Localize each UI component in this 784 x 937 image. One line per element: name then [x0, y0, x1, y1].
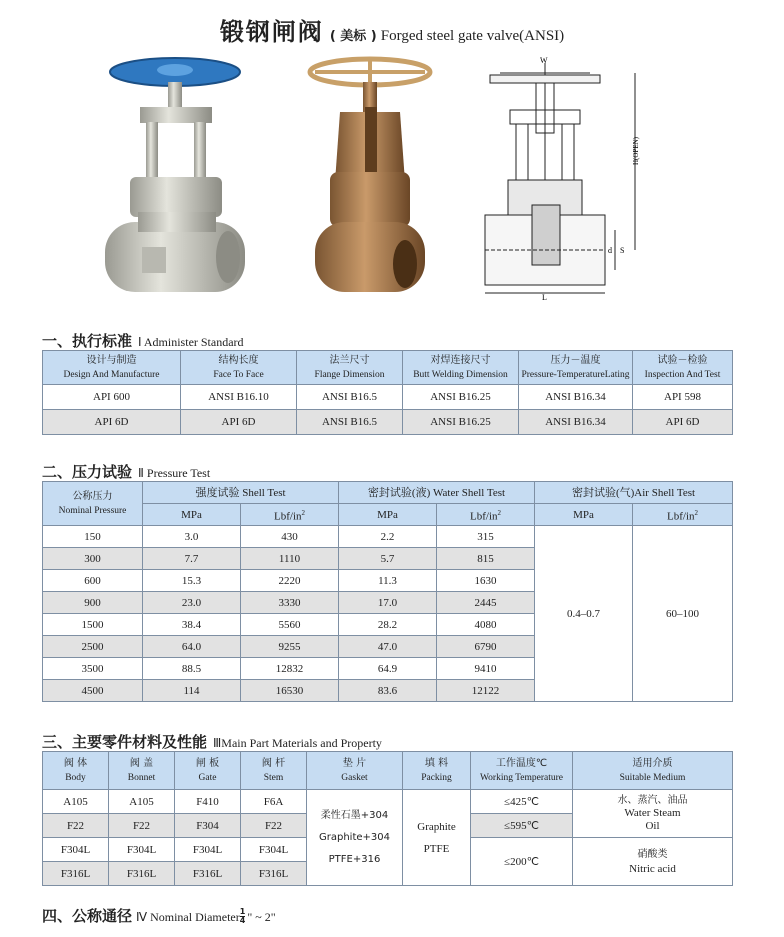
- air-lbf-value: 60–100: [633, 526, 733, 702]
- table-row: 3500 88.5 12832 64.9 9410: [43, 658, 733, 680]
- table-row: A105 A105 F410 F6A 柔性石墨+304 Graphite+304 PTFE+316 Graphite PTFE ≤425℃ 水、蒸汽、油品 Water Steam Oil: [43, 790, 733, 814]
- table-row: F304L F304L F304L F304L ≤200℃ 硝酸类 Nitric acid: [43, 838, 733, 862]
- dim-l: L: [542, 293, 547, 300]
- nominal-pressure-header: 公称压力 Nominal Pressure: [43, 482, 143, 526]
- section1-heading: 一、执行标准 Ⅰ Administer Standard: [42, 332, 244, 350]
- title-zh: 锻钢闸阀: [219, 18, 324, 46]
- table-row: 150 3.0 430 2.2 315 0.4–0.7 60–100: [43, 526, 733, 548]
- section-drawing: [470, 55, 650, 300]
- section2-heading: 二、压力试验 Ⅱ Pressure Test: [42, 463, 211, 481]
- medium-cell-2: 硝酸类 Nitric acid: [573, 838, 733, 886]
- page-title: [0, 12, 784, 47]
- materials-table: [42, 751, 733, 886]
- table-row: F316L F316L F316L F316L: [43, 862, 733, 886]
- dim-s: S: [620, 246, 625, 255]
- air-mpa-value: 0.4–0.7: [535, 526, 633, 702]
- table-row: 900 23.0 3330 17.0 2445: [43, 592, 733, 614]
- standard-header-row: 设计与制造 Design And Manufacture 结构长度 Face To Face 法兰尺寸 Flange Dimension 对焊连接尺寸 Butt Welding Dimension 压力－温度 Pressure-TemperatureLating 试验－检验 Inspection And Test: [43, 351, 733, 385]
- dim-d: d: [608, 246, 612, 255]
- gasket-cell: 柔性石墨+304 Graphite+304 PTFE+316: [307, 790, 403, 886]
- standard-table: [42, 350, 733, 435]
- dim-h: H(OPEN): [632, 137, 640, 165]
- section3-heading: 三、主要零件材料及性能 ⅢMain Part Materials and Property: [42, 733, 382, 751]
- pressure-table: 公称压力 Nominal Pressure 强度试验 Shell Test 密封试验(液) Water Shell Test 密封试验(气)Air Shell Test MPa Lbf/$in^2$ MPa Lbf/$in^2$ MPa Lbf/$in^2$ 150 3.0 430 2.2 315 0.4–0.7 60–100 300 7.7 1110 5.7 815 600 15.3 2220 11.3 1630 900 23.0 3330 17.0 2445 1500 38.4 5560 28.2 4080 2500 64.0 9255 47.0 6790 3500 88.5 12832 64.9 9410 4500 114 16530 83.6 12122: [42, 481, 733, 702]
- table-row: API 6D API 6D ANSI B16.5 ANSI B16.25 ANSI B16.34 API 6D: [43, 410, 733, 435]
- title-en: Forged steel gate valve(ANSI): [380, 28, 565, 44]
- carbon-valve-photo: [295, 52, 445, 302]
- quarter-fraction: $\frac{1}{4}$: [239, 907, 246, 925]
- table-row: 300 7.7 1110 5.7 815: [43, 548, 733, 570]
- stainless-valve-photo: [100, 52, 250, 302]
- table-row: 4500 114 16530 83.6 12122: [43, 680, 733, 702]
- medium-cell-1: 水、蒸汽、油品 Water Steam Oil: [573, 790, 733, 838]
- title-paren: ( 美标 ): [329, 29, 377, 44]
- table-row: F22 F22 F304 F22 ≤595℃: [43, 814, 733, 838]
- section4-heading: 四、公称通径 Ⅳ Nominal Diameter $\frac{1}{4}$ " ~ 2": [42, 907, 276, 925]
- table-row: 1500 38.4 5560 28.2 4080: [43, 614, 733, 636]
- packing-cell: Graphite PTFE: [403, 790, 471, 886]
- table-row: 2500 64.0 9255 47.0 6790: [43, 636, 733, 658]
- table-row: API 600 ANSI B16.10 ANSI B16.5 ANSI B16.25 ANSI B16.34 API 598: [43, 385, 733, 410]
- dim-w: W: [540, 56, 548, 65]
- table-row: 600 15.3 2220 11.3 1630: [43, 570, 733, 592]
- materials-header-row: 阀 体 Body 阀 盖 Bonnet 闸 板 Gate 阀 杆 Stem 垫 片 Gasket 填 料 Packing 工作温度℃ Working Temperature 适用介质 Suitable Medium: [43, 752, 733, 790]
